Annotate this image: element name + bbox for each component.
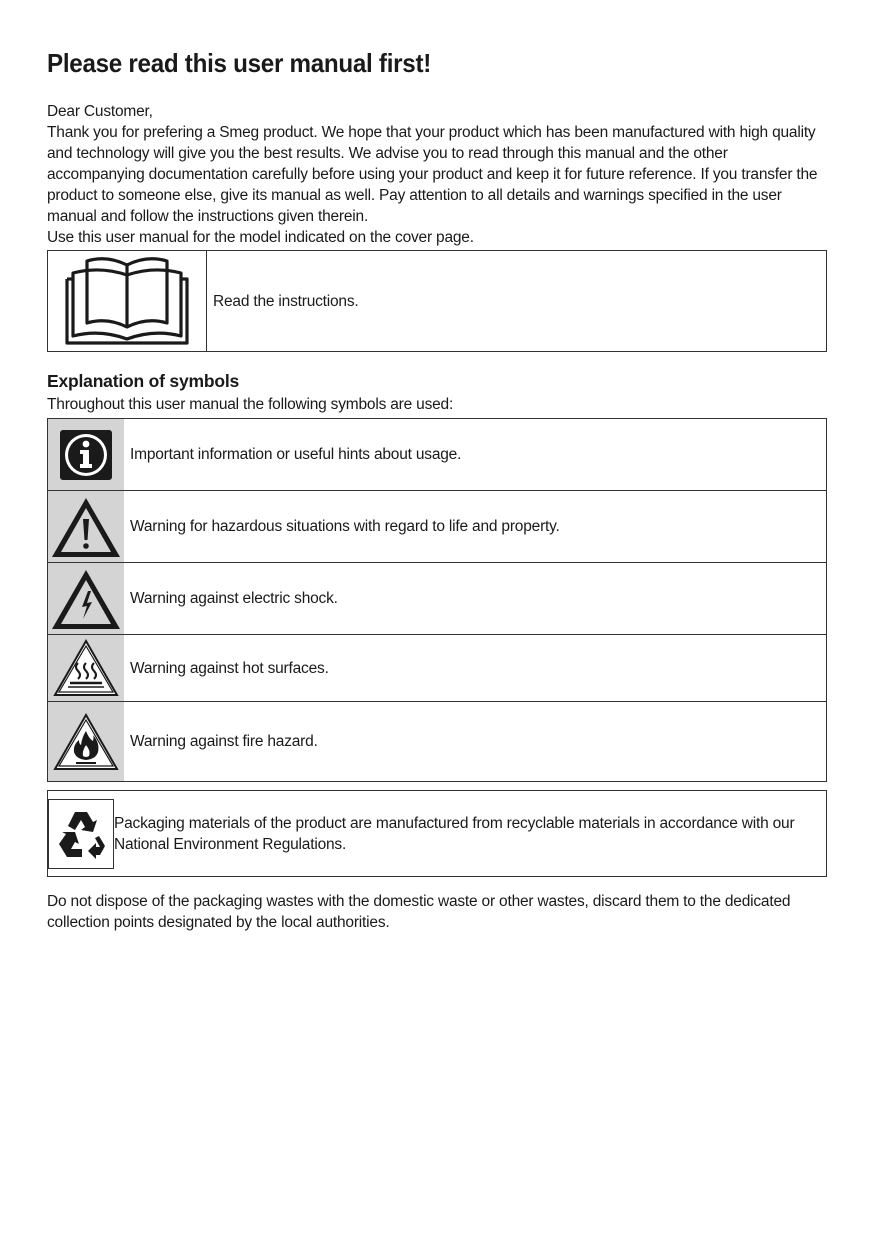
recycle-icon: [48, 799, 114, 869]
intro-section: [47, 101, 827, 248]
info-icon: [48, 419, 124, 490]
symbol-text-electric: Warning against electric shock.: [130, 590, 338, 607]
read-instructions-box: [47, 250, 827, 352]
fire-hazard-icon: [48, 702, 124, 781]
symbols-table: [47, 418, 827, 782]
recycle-box: [47, 790, 827, 877]
page-title: Please read this user manual first!: [47, 48, 431, 78]
symbol-text-info: Important information or useful hints about usage.: [130, 446, 462, 463]
intro-body: Thank you for prefering a Smeg product. We hope that your product which has been manufactured with high quality and technology will give you the best results. We advise you to read through this manual and the other accompanying documentation carefully before using your product and keep it for future reference. If you transfer the product to someone else, give its manual as well. Pay attention to all details and warnings specified in the user manual and follow the instructions given therein.: [47, 124, 818, 225]
model-note: Use this user manual for the model indicated on the cover page.: [47, 229, 474, 246]
recycle-icon-cell: [48, 791, 114, 876]
symbols-heading: Explanation of symbols: [47, 371, 240, 391]
symbol-row-hot: [48, 634, 826, 701]
symbols-subheading: Throughout this user manual the following symbols are used:: [47, 396, 454, 413]
symbol-text-fire: Warning against fire hazard.: [130, 733, 318, 750]
salutation: Dear Customer,: [47, 103, 153, 120]
symbol-row-info: [48, 419, 826, 490]
warning-icon: [48, 491, 124, 562]
read-instructions-text: Read the instructions.: [213, 292, 359, 310]
symbol-row-electric: [48, 562, 826, 634]
disposal-note: Do not dispose of the packaging wastes with the domestic waste or other wastes, discard them to the dedicated collection points designated by the local authorities.: [47, 893, 791, 931]
hot-surface-icon: [48, 635, 124, 701]
recycle-text: Packaging materials of the product are manufactured from recyclable materials in accordance with our National Environment Regulations.: [114, 814, 795, 853]
electric-shock-icon: [48, 563, 124, 634]
book-icon: [48, 251, 207, 351]
symbol-row-warning: [48, 490, 826, 562]
symbol-text-hot: Warning against hot surfaces.: [130, 659, 329, 677]
symbol-text-warning: Warning for hazardous situations with regard to life and property.: [130, 518, 560, 535]
symbol-row-fire: [48, 701, 826, 781]
